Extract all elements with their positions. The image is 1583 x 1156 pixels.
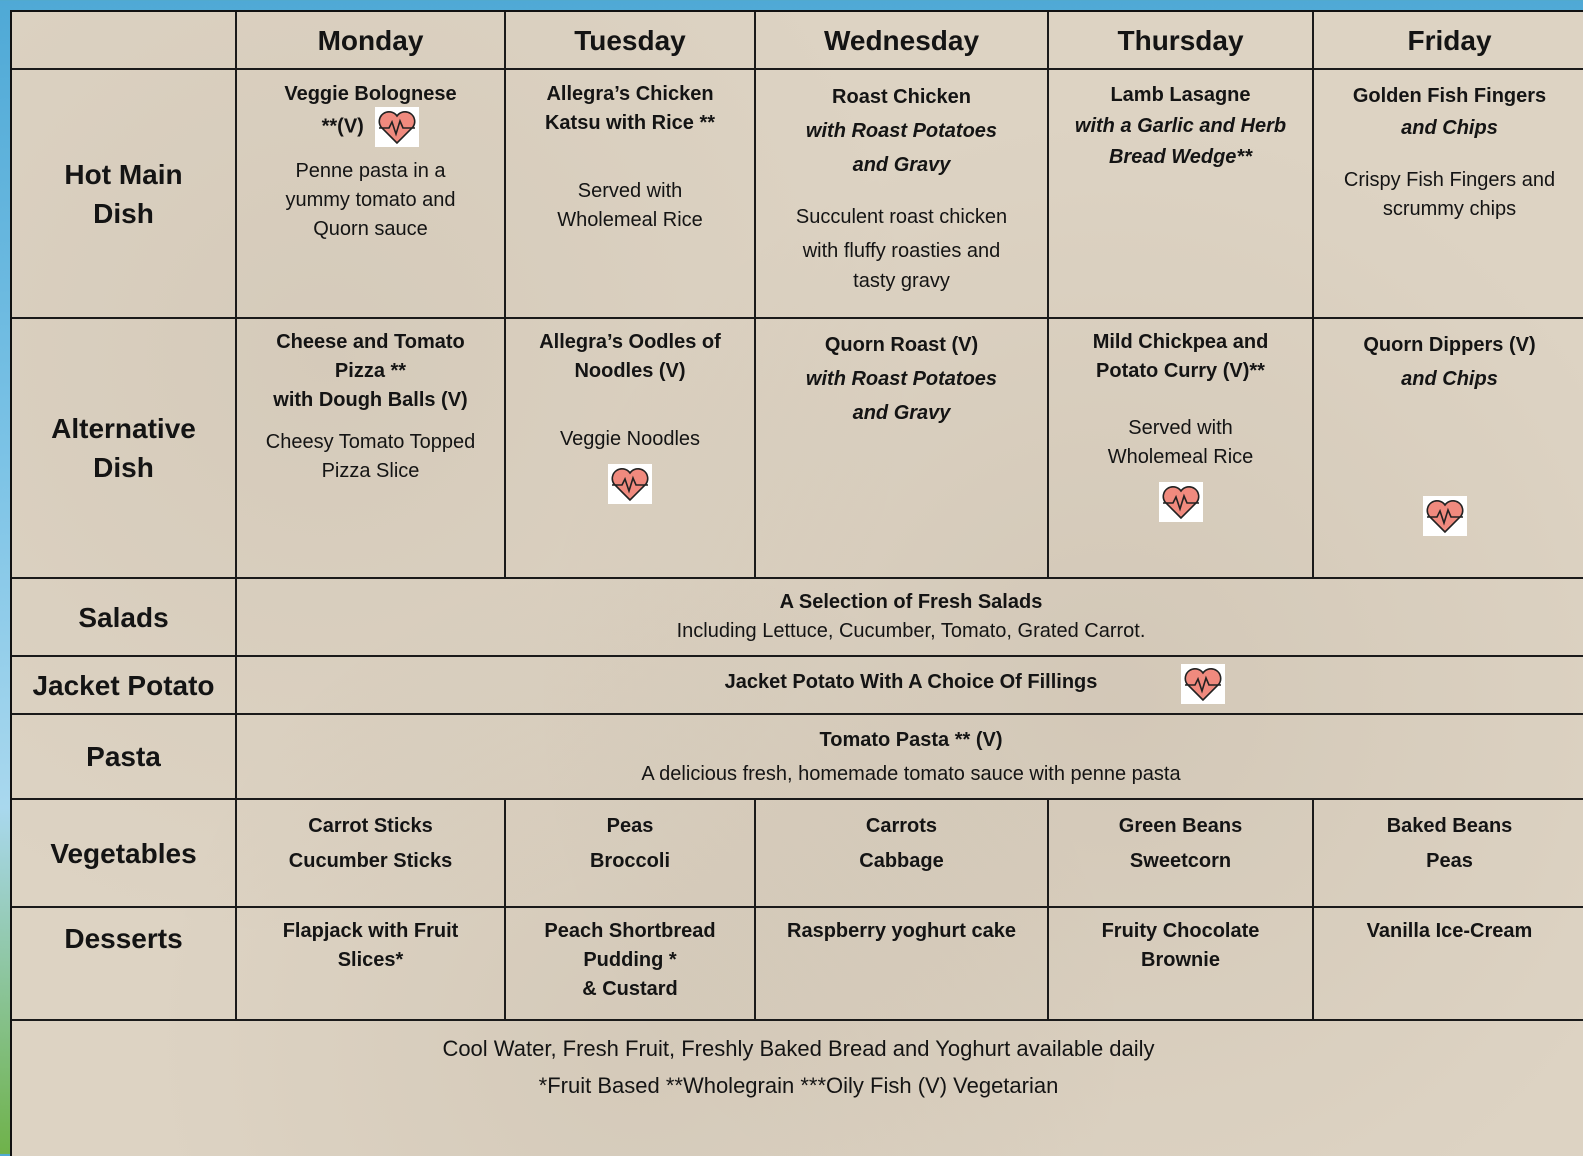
dish-subtitle: and Gravy — [852, 402, 951, 424]
heart-rate-icon — [375, 107, 419, 147]
dish-title: Mild Chickpea and — [1092, 331, 1269, 353]
pasta-cell — [237, 723, 1583, 791]
dish-desc: Pizza Slice — [321, 460, 420, 482]
footer-key: *Fruit Based **Wholegrain ***Oily Fish (V) Vegetarian — [538, 1073, 1059, 1098]
alternative-thursday — [1049, 328, 1312, 522]
row-label-pasta: Pasta — [86, 741, 161, 772]
vegetable-item: Carrots — [865, 815, 938, 837]
dish-subtitle: and Chips — [1401, 368, 1498, 390]
dessert-tuesday — [506, 917, 754, 1004]
row-label-jacket-potato: Jacket Potato — [32, 669, 215, 701]
hot-main-thursday — [1049, 80, 1312, 173]
dish-desc: Wholemeal Rice — [1107, 446, 1254, 468]
dish-desc: Wholemeal Rice — [557, 209, 703, 231]
dessert-line: Fruity Chocolate — [1101, 920, 1260, 942]
day-header-friday: Friday — [1407, 25, 1492, 56]
vegetables-thursday — [1049, 809, 1312, 879]
vegetable-item: Baked Beans — [1386, 815, 1513, 837]
dish-title: Allegra’s Chicken — [546, 83, 714, 105]
vegetables-monday — [237, 809, 504, 879]
row-label-desserts: Desserts — [64, 922, 183, 954]
grid-line — [12, 906, 1583, 908]
heart-rate-icon — [1181, 664, 1225, 704]
dish-title: Roast Chicken — [832, 86, 971, 108]
dish-title: **(V) — [321, 115, 364, 138]
dish-desc: tasty gravy — [853, 270, 950, 292]
salads-desc: Including Lettuce, Cucumber, Tomato, Grated Carrot. — [676, 620, 1146, 642]
vegetable-item: Peas — [1426, 850, 1473, 872]
row-label-salads: Salads — [78, 601, 169, 633]
hot-main-wednesday — [756, 80, 1047, 294]
dish-desc: yummy tomato and — [285, 189, 456, 211]
vegetable-item: Cucumber Sticks — [288, 850, 453, 872]
vegetables-wednesday — [756, 809, 1047, 879]
footer-note — [12, 1030, 1583, 1104]
dessert-monday — [237, 917, 504, 975]
jacket-potato-cell — [237, 668, 1583, 697]
dish-desc: Served with — [577, 180, 683, 202]
grid-line — [12, 798, 1583, 800]
dessert-thursday — [1049, 917, 1312, 975]
heart-rate-icon — [608, 464, 652, 504]
dish-subtitle: Bread Wedge** — [1108, 146, 1252, 168]
dish-title: Katsu with Rice ** — [544, 112, 716, 134]
dish-desc: Served with — [1128, 417, 1233, 439]
grid-line — [12, 655, 1583, 657]
dish-title: Potato Curry (V)** — [1096, 360, 1265, 382]
dessert-line: & Custard — [582, 978, 678, 1000]
dish-title: Veggie Bolognese — [284, 83, 457, 105]
alternative-friday — [1314, 328, 1583, 536]
row-label-line: Dish — [93, 452, 154, 483]
row-label-hot-main — [12, 70, 235, 317]
grid-line — [12, 317, 1583, 319]
day-header-tuesday: Tuesday — [574, 25, 686, 56]
dessert-line: Peach Shortbread — [544, 920, 716, 942]
dish-title: Quorn Dippers (V) — [1363, 334, 1536, 356]
dish-subtitle: with Roast Potatoes — [805, 120, 998, 142]
dessert-line: Raspberry yoghurt cake — [787, 920, 1016, 942]
dish-desc: Cheesy Tomato Topped — [265, 431, 476, 453]
dessert-wednesday — [756, 917, 1047, 946]
day-header-wednesday: Wednesday — [823, 25, 980, 56]
grid-line — [12, 577, 1583, 579]
row-label-alternative — [12, 319, 235, 577]
heart-rate-icon — [1159, 482, 1203, 522]
hot-main-monday — [237, 80, 504, 244]
dish-title: Noodles (V) — [574, 360, 686, 382]
vegetable-item: Cabbage — [859, 850, 944, 872]
pasta-desc: A delicious fresh, homemade tomato sauce with penne pasta — [641, 763, 1181, 785]
dish-desc: Quorn sauce — [313, 218, 428, 240]
dish-subtitle: with a Garlic and Herb — [1074, 115, 1287, 137]
dish-desc: Crispy Fish Fingers and — [1343, 169, 1556, 191]
dessert-line: Vanilla Ice-Cream — [1366, 920, 1533, 942]
dish-subtitle: and Chips — [1401, 117, 1498, 139]
heart-rate-icon — [1423, 496, 1467, 536]
grid-line — [12, 1019, 1583, 1021]
alternative-monday — [237, 328, 504, 486]
hot-main-tuesday — [506, 80, 754, 235]
row-label-line: Alternative — [51, 413, 196, 444]
alternative-tuesday — [506, 328, 754, 504]
menu-sheet — [10, 10, 1583, 1156]
grid-line — [12, 68, 1583, 70]
vegetable-item: Green Beans — [1118, 815, 1243, 837]
pasta-title: Tomato Pasta ** (V) — [819, 729, 1003, 751]
salads-cell — [237, 588, 1583, 646]
day-header-monday: Monday — [317, 25, 424, 56]
vegetables-friday — [1314, 809, 1583, 879]
dish-title: Quorn Roast (V) — [824, 334, 979, 356]
dessert-friday — [1314, 917, 1583, 946]
vegetable-item: Broccoli — [589, 850, 671, 872]
day-header-thursday: Thursday — [1117, 25, 1244, 56]
dish-title: Golden Fish Fingers — [1352, 85, 1547, 107]
dish-title: with Dough Balls (V) — [273, 389, 468, 411]
row-label-line: Dish — [93, 197, 154, 229]
dish-desc: Veggie Noodles — [559, 428, 701, 450]
dish-subtitle: with Roast Potatoes — [805, 368, 998, 390]
dessert-line: Pudding * — [583, 949, 677, 971]
dish-desc: scrummy chips — [1382, 198, 1517, 220]
vegetable-item: Sweetcorn — [1129, 850, 1232, 872]
salads-title: A Selection of Fresh Salads — [779, 591, 1043, 613]
row-label-vegetables: Vegetables — [50, 837, 197, 869]
footer-daily-items: Cool Water, Fresh Fruit, Freshly Baked Bread and Yoghurt available daily — [442, 1036, 1155, 1061]
dish-title: Allegra’s Oodles of — [539, 331, 721, 353]
dish-subtitle: and Gravy — [852, 154, 951, 176]
dish-desc: Succulent roast chicken — [795, 206, 1008, 228]
vegetable-item: Peas — [606, 815, 654, 837]
vegetable-item: Carrot Sticks — [308, 815, 433, 837]
row-label-line: Hot Main — [64, 158, 183, 190]
dessert-line: Flapjack with Fruit — [282, 920, 459, 942]
dessert-line: Brownie — [1141, 949, 1220, 971]
jacket-potato-title: Jacket Potato With A Choice Of Fillings — [724, 671, 1098, 693]
vegetables-tuesday — [506, 809, 754, 879]
alternative-wednesday — [756, 328, 1047, 430]
dish-title: Pizza ** — [334, 360, 407, 382]
dish-title: Cheese and Tomato — [276, 331, 465, 353]
dish-desc: with fluffy roasties and — [802, 240, 1001, 262]
dish-desc: Penne pasta in a — [295, 160, 446, 182]
grid-line — [12, 713, 1583, 715]
dish-title: Lamb Lasagne — [1110, 84, 1251, 106]
hot-main-friday — [1314, 80, 1583, 224]
dessert-line: Slices* — [337, 949, 404, 971]
